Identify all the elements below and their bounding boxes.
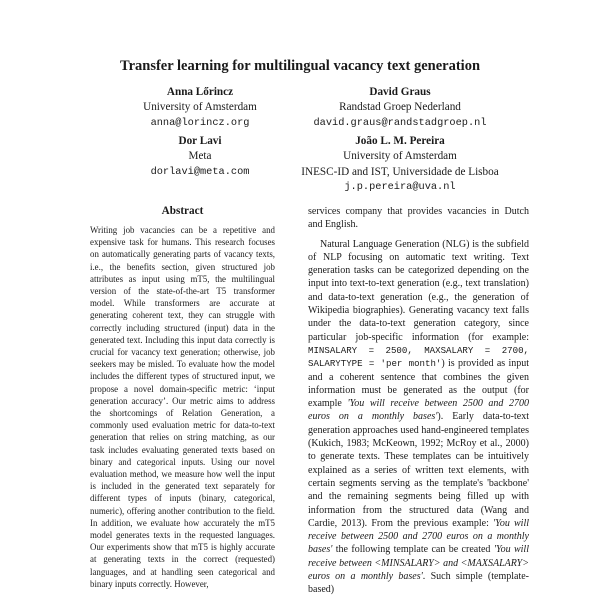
text-segment: the following template can be created bbox=[332, 544, 494, 556]
abstract-body bbox=[90, 224, 275, 590]
abstract-heading: Abstract bbox=[161, 205, 204, 217]
italic-example: 'You will receive between <MINSALARY> and <MAXSALARY> euros on a monthly bases' bbox=[308, 544, 529, 583]
text-segment: ) is provided as input and a coherent sentence that combines the given information must be generated as the output (for example bbox=[308, 358, 529, 410]
author-affiliation: University of Amsterdam bbox=[343, 150, 457, 163]
text-segment: ). Early data-to-text generation approaches used hand-engineered templates (Kukich, 1983; McKeown, 1992; McRoy et al., 2000) to generate texts. These templates can be intuitively explained as a series of written text elements, with certain segments serving as the template's 'backbone' and the remaining segments being filled up with information from the structured data (Wang and Cardie, 2013). From the previous example: bbox=[308, 411, 529, 529]
author-affiliation: Meta bbox=[188, 150, 212, 163]
author-affiliation: University of Amsterdam bbox=[143, 101, 257, 114]
author-block-1 bbox=[100, 85, 300, 131]
paper-title: Transfer learning for multilingual vacancy text generation bbox=[119, 58, 481, 74]
abstract-text-mt5: mT5 bbox=[190, 273, 208, 284]
abstract-text-1: Writing job vacancies can be a repetitive and expensive task for humans. This research focuses on automatically generating parts of vacancy texts, i.e., the benefits section, given structured job attributes as input using bbox=[90, 225, 275, 284]
code-example: MINSALARY = 2500, MAXSALARY = 2700, SALARYTYPE = 'per month' bbox=[308, 344, 529, 370]
author-affiliation-2: INESC-ID and IST, Universidade de Lisboa bbox=[301, 165, 499, 178]
author-affiliation: Randstad Groep Nederland bbox=[339, 101, 461, 114]
author-email[interactable]: dorlavi@meta.com bbox=[150, 165, 250, 178]
author-name: João L. M. Pereira bbox=[355, 135, 445, 147]
text-segment: Natural Language Generation (NLG) is the subfield of NLP focusing on automatic text writing. Text generation tasks can be categorized depending on the input into text-to-text generation (e.g., text translation) and data-to-text generation (e.g., the generation of Wikipedia biographies). Generating vacancy text falls under the data-to-text generation category, since particular job-specific information (for example: bbox=[308, 238, 529, 343]
author-name: Dor Lavi bbox=[178, 135, 222, 147]
author-block-3 bbox=[100, 134, 300, 180]
author-email[interactable]: anna@lorincz.org bbox=[150, 116, 250, 129]
author-name: David Graus bbox=[369, 86, 431, 98]
right-column bbox=[308, 205, 529, 597]
italic-example: 'You will receive between 2500 and 2700 euros on a monthly bases' bbox=[308, 517, 529, 556]
paragraph-continuation: services company that provides vacancies in Dutch and English. bbox=[308, 206, 529, 231]
author-block-4 bbox=[280, 134, 520, 196]
author-block-2 bbox=[300, 85, 500, 131]
abstract-text-2: , the multilingual version of the state-of-the-art T5 transformer model. While transformers are accurate at generating coherent text, they can struggle with correctly including structured (input) data in the generated text. Including this input data correctly is crucial for vacancy text generation; otherwise, job seekers may be misled. To evaluate how the model includes the different types of structured input, we propose a novel domain-specific metric: ‘input generation accuracy’. Our metric aims to address the shortcomings of Relation Generation, a commonly used evaluation metric for data-to-text generation that relies on string matching, as our task includes evaluating generated texts based on binary and categorical inputs. Using our novel evaluation method, we measure how well the input is included in the generated text separately for different types of inputs (binary, categorical, numeric), offering another contribution to the field. In addition, we evaluate how accurately the mT5 model generates texts in the requested languages. Our experiments show that mT5 is highly accurate at generating texts in the correct (requested) languages, and at handling seen categorical and binary inputs correctly. However, bbox=[90, 273, 275, 589]
author-email[interactable]: j.p.pereira@uva.nl bbox=[344, 181, 456, 194]
italic-example: 'You will receive between 2500 and 2700 euros on a monthly bases' bbox=[308, 398, 530, 423]
author-name: Anna Lőrincz bbox=[166, 86, 234, 98]
author-email[interactable]: david.graus@randstadgroep.nl bbox=[313, 116, 487, 129]
paragraph-nlg bbox=[308, 238, 529, 597]
text-segment: . Such simple (template-based) bbox=[308, 571, 529, 596]
